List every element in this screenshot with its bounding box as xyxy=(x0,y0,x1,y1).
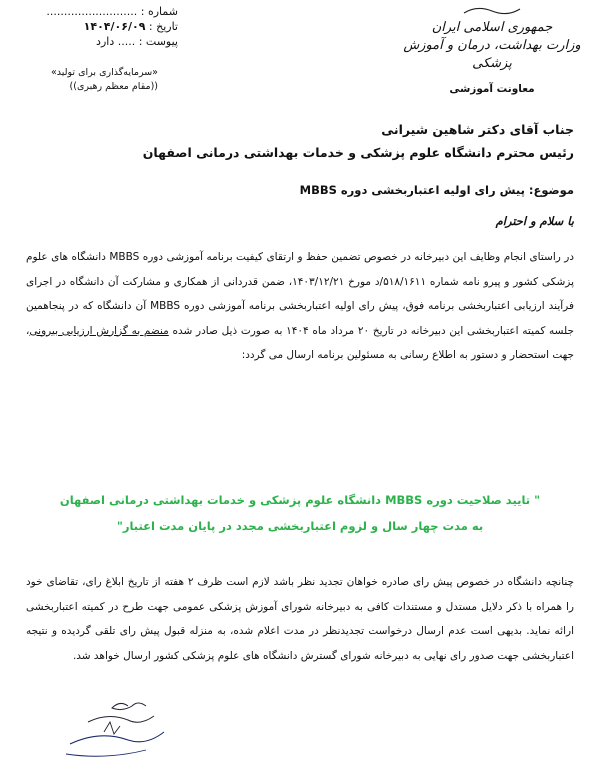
deputy-title: معاونت آموزشی xyxy=(449,83,535,95)
decision-line-1: " تایید صلاحیت دوره MBBS دانشگاه علوم پزشکی و خدمات بهداشتی درمانی اصفهان xyxy=(59,493,541,507)
body-paragraph-1 xyxy=(26,245,574,368)
recipient-name: جناب آقای دکتر شاهین شیرانی xyxy=(381,122,574,137)
republic-title: جمهوری اسلامی ایران xyxy=(431,20,553,35)
date-value: ۱۴۰۴/۰۶/۰۹ xyxy=(83,20,146,33)
ministry-title: وزارت بهداشت، درمان و آموزش پزشکی xyxy=(403,38,581,71)
date-label: تاریخ xyxy=(156,20,178,33)
subject-line: موضوع: پیش رای اولیه اعتباربخشی دوره MBBS xyxy=(299,183,574,197)
letter-metadata xyxy=(18,4,178,49)
decision-block xyxy=(40,487,560,539)
attachment-value: دارد xyxy=(96,35,115,48)
emblem-flourish xyxy=(462,5,522,15)
recipient-block xyxy=(14,118,574,164)
body-paragraph-2: چنانچه دانشگاه در خصوص پیش رای صادره خواهان تجدید نظر باشد لازم است ظرف ۲ هفته از تاریخ ابلاغ رای، تقاضای خود را همراه با ذکر دلایل مستدل و مستندات کافی به دبیرخانه شورای آموزش پزشکی عمومی جهت طرح در کمیته اعتباربخشی ارائه نماید. بدیهی است عدم ارسال درخواست تجدیدنظر در مدت اعلام شده، به منزله قبول پیش رای تلقی گردیده و نتیجه اعتباربخشی جهت صدور رای نهایی به دبیرخانه شورای گسترش دانشگاه های علوم پزشکی کشور ارسال خواهد شد. xyxy=(26,576,574,662)
number-line: شماره : .......................... xyxy=(46,5,178,18)
motto-text: «سرمایه‌گذاری برای تولید» xyxy=(50,67,158,78)
body1-part1: در راستای انجام وظایف این دبیرخانه در خصوص تضمین حفظ و ارتقای کیفیت برنامه آموزشی دوره MBBS دانشگاه های علوم پزشکی کشور و پیرو نامه شماره ۵۱۸/۱۶۱۱/د مورخ ۱۴۰۳/۱۲/۲۱، ضمن قدردانی از همکاری و مشارکت آن دانشگاه در اجرای فرآیند ارزیابی اعتباربخشی برنامه فوق، پیش رای اولیه اعتباربخشی برنامه آموزشی دوره MBBS آن دانشگاه که در پنجاهمین جلسه کمیته اعتباربخشی این دبیرخانه در تاریخ ۲۰ مرداد ماه ۱۴۰۴ به صورت ذیل صادر شده xyxy=(26,251,575,337)
number-label: شماره xyxy=(147,5,178,18)
letterhead xyxy=(392,0,592,95)
body1-underlined: منضم به گزارش ارزیابی بیرونی xyxy=(29,324,169,337)
motto-block xyxy=(8,66,158,94)
recipient-title: رئیس محترم دانشگاه علوم پزشکی و خدمات بهداشتی درمانی اصفهان xyxy=(142,145,574,160)
decision-line-2: به مدت چهار سال و لزوم اعتباربخشی مجدد در پایان مدت اعتبار" xyxy=(116,519,484,533)
motto-source: ((مقام معظم رهبری)) xyxy=(69,81,158,92)
body1-part2: ، جهت استحضار و دستور به اطلاع رسانی به مسئولین برنامه ارسال می گردد: xyxy=(26,324,574,361)
date-line: تاریخ : ۱۴۰۴/۰۶/۰۹ xyxy=(83,20,178,33)
attachment-label: پیوست xyxy=(145,35,178,48)
salutation: با سلام و احترام xyxy=(495,214,574,228)
handwritten-signature xyxy=(58,692,178,762)
attachment-line: پیوست : ..... دارد xyxy=(96,35,178,48)
